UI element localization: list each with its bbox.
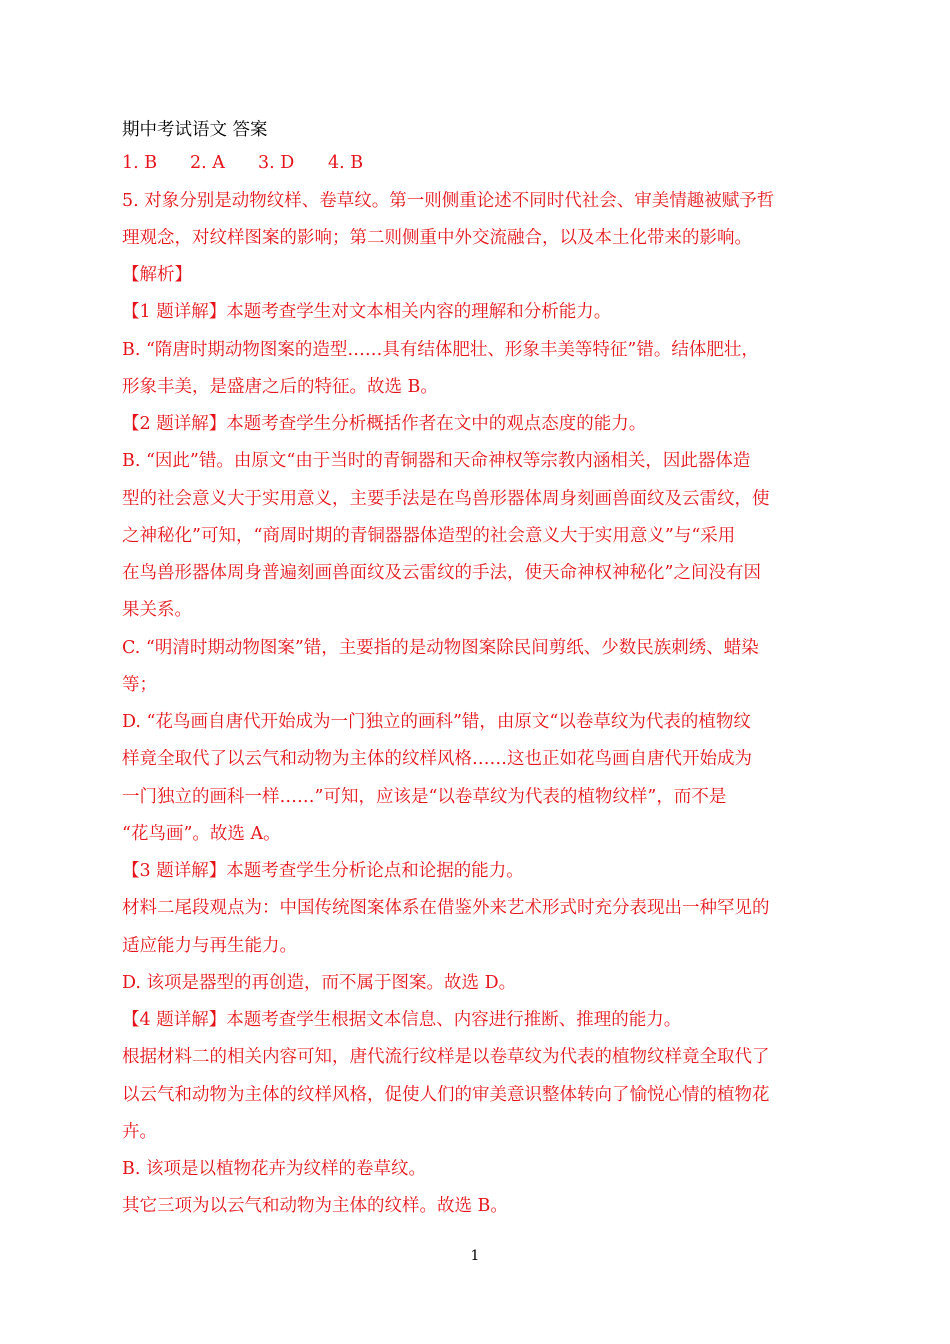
q4-body-line: B. 该项是以植物花卉为纹样的卷草纹。 xyxy=(122,1159,426,1179)
answer-3: 3. D xyxy=(258,153,295,173)
document-title: 期中考试语文 答案 xyxy=(122,120,268,140)
q2-body-line: 之神秘化”可知，“商周时期的青铜器器体造型的社会意义大于实用意义”与“采用 xyxy=(122,526,736,546)
q4-heading: 【4 题详解】本题考查学生根据文本信息、内容进行推断、推理的能力。 xyxy=(122,1010,682,1030)
q2-body-line: 等； xyxy=(122,675,157,695)
q3-body-line: D. 该项是器型的再创造，而不属于图案。故选 D。 xyxy=(122,973,517,993)
q2-body-line: C. “明清时期动物图案”错，主要指的是动物图案除民间剪纸、少数民族刺绣、蜡染 xyxy=(122,638,759,658)
q1-heading: 【1 题详解】本题考查学生对文本相关内容的理解和分析能力。 xyxy=(122,302,612,322)
q3-body-line: 适应能力与再生能力。 xyxy=(122,936,297,956)
page-number: 1 xyxy=(470,1248,480,1264)
answer-1: 1. B xyxy=(122,153,158,173)
q1-body-line: B. “隋唐时期动物图案的造型……具有结体肥壮、形象丰美等特征”错。结体肥壮， xyxy=(122,340,759,360)
q2-heading: 【2 题详解】本题考查学生分析概括作者在文中的观点态度的能力。 xyxy=(122,414,647,434)
q2-body-line: 在鸟兽形器体周身普遍刻画兽面纹及云雷纹的手法，使天命神权神秘化”之间没有因 xyxy=(122,563,761,583)
q2-body-line: B. “因此”错。由原文“由于当时的青铜器和天命神权等宗教内涵相关，因此器体造 xyxy=(122,451,751,471)
q2-body-line: 果关系。 xyxy=(122,600,192,620)
answer-2: 2. A xyxy=(190,153,225,173)
q2-body-line: “花鸟画”。故选 A。 xyxy=(122,824,281,844)
q2-body-line: 样竟全取代了以云气和动物为主体的纹样风格……这也正如花鸟画自唐代开始成为 xyxy=(122,749,752,769)
answer-key xyxy=(122,151,363,175)
q4-body-line: 以云气和动物为主体的纹样风格，促使人们的审美意识整体转向了愉悦心情的植物花 xyxy=(122,1085,770,1105)
q3-body-line: 材料二尾段观点为：中国传统图案体系在借鉴外来艺术形式时充分表现出一种罕见的 xyxy=(122,898,770,918)
q4-body-line: 其它三项为以云气和动物为主体的纹样。故选 B。 xyxy=(122,1196,508,1216)
q2-body-line: 一门独立的画科一样……”可知，应该是“以卷草纹为代表的植物纹样”，而不是 xyxy=(122,787,727,807)
analysis-heading: 【解析】 xyxy=(122,265,192,285)
q2-body-line: 型的社会意义大于实用意义，主要手法是在鸟兽形器体周身刻画兽面纹及云雷纹，使 xyxy=(122,489,770,509)
q5-answer-line: 理观念，对纹样图案的影响；第二则侧重中外交流融合，以及本土化带来的影响。 xyxy=(122,228,752,248)
answer-4: 4. B xyxy=(328,153,364,173)
q3-heading: 【3 题详解】本题考查学生分析论点和论据的能力。 xyxy=(122,861,524,881)
q1-body-line: 形象丰美，是盛唐之后的特征。故选 B。 xyxy=(122,377,438,397)
q5-answer-line: 5. 对象分别是动物纹样、卷草纹。第一则侧重论述不同时代社会、审美情趣被赋予哲 xyxy=(122,191,775,211)
q2-body-line: D. “花鸟画自唐代开始成为一门独立的画科”错，由原文“以卷草纹为代表的植物纹 xyxy=(122,712,751,732)
q4-body-line: 根据材料二的相关内容可知，唐代流行纹样是以卷草纹为代表的植物纹样竟全取代了 xyxy=(122,1047,770,1067)
q4-body-line: 卉。 xyxy=(122,1122,157,1142)
